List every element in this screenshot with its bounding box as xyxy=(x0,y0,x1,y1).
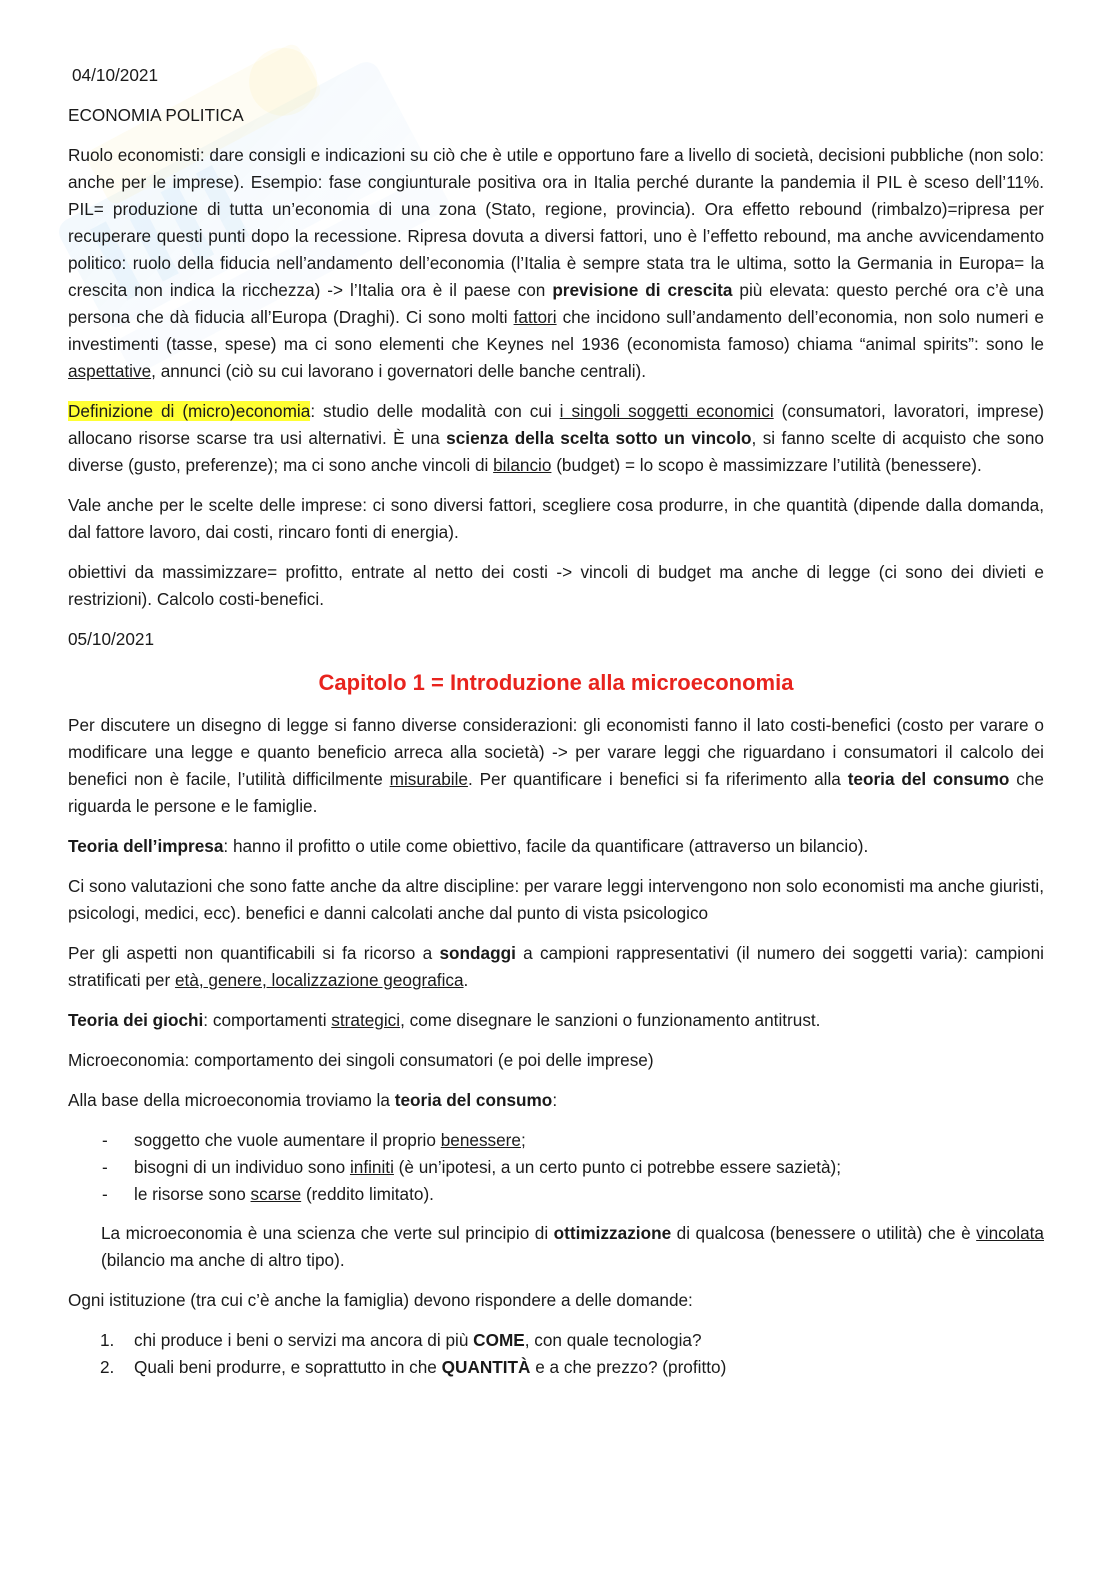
list-marker: - xyxy=(102,1157,108,1177)
paragraph-cost-benefit: Per discutere un disegno di legge si fanno diverse considerazioni: gli economisti fanno il lato costi-benefici (costo per varare o modificare una legge e quanto beneficio arreca alla società) -> per varare leggi che riguardano i consumatori il calcolo dei benefici non è facile, l’utilità difficilmente misurabile. Per quantificare i benefici si fa riferimento alla teoria del consumo che riguarda le persone e le famiglie. xyxy=(68,715,1044,816)
paragraph-optimization: La microeconomia è una scienza che verte sul principio di ottimizzazione di qualcosa (benessere o utilità) che è vincolata (bilancio ma anche di altro tipo). xyxy=(101,1223,1044,1270)
paragraph-economists-role: Ruolo economisti: dare consigli e indicazioni su ciò che è utile e opportuno fare a livello di società, decisioni pubbliche (non solo: anche per le imprese). Esempio: fase congiunturale positiva ora in Italia perché durante la pandemia il PIL è sceso dell’11%. PIL= produzione di tutta un’economia di una zona (Stato, regione, provincia). Ora effetto rebound (rimbalzo)=ripresa per recuperare questi punti dopo la recessione. Ripresa dovuta a diversi fattori, uno è l’effetto rebound, ma anche avvicendamento politico: ruolo della fiducia nell’andamento dell’economia (l’Italia è sempre stata tra le ultima, sotto la Germania in Europa= la crescita non indica la ricchezza) -> l’Italia ora è il paese con previsione di crescita più elevata: questo perché ora c’è una persona che dà fiducia all’Europa (Draghi). Ci sono molti fattori che incidono sull’andamento dell’economia, non solo numeri e investimenti (tasse, spese) ma ci sono elementi che Keynes nel 1936 (economista famoso) chiama “animal spirits”: sono le aspettative, annunci (ciò su cui lavorano i governatori delle banche centrali). xyxy=(68,145,1044,381)
underlined-text: età, genere, localizzazione geografica xyxy=(174,970,464,990)
paragraph-consumer-theory-intro: Alla base della microeconomia troviamo la teoria del consumo: xyxy=(68,1090,558,1110)
bold-text: ottimizzazione xyxy=(553,1223,672,1243)
list-marker: - xyxy=(102,1184,108,1204)
bold-text: previsione di crescita xyxy=(552,280,733,300)
paragraph-microeconomics-scope: Microeconomia: comportamento dei singoli consumatori (e poi delle imprese) xyxy=(68,1050,654,1070)
paragraph-firm-theory: Teoria dell’impresa: hanno il profitto o utile come obiettivo, facile da quantificare (attraverso un bilancio). xyxy=(68,836,869,856)
underlined-text: benessere xyxy=(440,1130,521,1150)
chapter-title: Capitolo 1 = Introduzione alla microeconomia xyxy=(318,670,794,695)
bold-text: scienza della scelta sotto un vincolo xyxy=(446,428,752,448)
paragraph-surveys: Per gli aspetti non quantificabili si fa ricorso a sondaggi a campioni rappresentativi (il numero dei soggetti varia): campioni stratificati per età, genere, localizzazione geografica. xyxy=(68,943,1044,990)
bold-text: Teoria dell’impresa xyxy=(68,836,224,856)
underlined-text: fattori xyxy=(513,307,557,327)
paragraph-other-disciplines: Ci sono valutazioni che sono fatte anche da altre discipline: per varare leggi intervengono non solo economisti ma anche giuristi, psicologi, medici, ecc). benefici e danni calcolati anche dal punto di vista psicologico xyxy=(68,876,1044,923)
underlined-text: i singoli soggetti economici xyxy=(559,401,774,421)
list-item: 2. Quali beni produrre, e soprattutto in che QUANTITÀ e a che prezzo? (profitto) xyxy=(68,1354,1044,1381)
section-title: ECONOMIA POLITICA xyxy=(68,105,244,125)
date-heading: 05/10/2021 xyxy=(68,629,155,649)
list-marker: - xyxy=(102,1130,108,1150)
paragraph-firms-choices: Vale anche per le scelte delle imprese: ci sono diversi fattori, scegliere cosa produrre, in che quantità (dipende dalla domanda, dal fattore lavoro, dai costi, rincaro fonti di energia). xyxy=(68,495,1044,542)
bold-text: COME xyxy=(473,1330,525,1350)
bold-text: teoria del consumo xyxy=(847,769,1010,789)
bold-text: Teoria dei giochi xyxy=(68,1010,204,1030)
dash-list xyxy=(68,1127,1044,1208)
underlined-text: bilancio xyxy=(493,455,552,475)
bold-text: teoria del consumo xyxy=(394,1090,553,1110)
paragraph-institutions: Ogni istituzione (tra cui c’è anche la famiglia) devono rispondere a delle domande: xyxy=(68,1290,693,1310)
numbered-list xyxy=(68,1327,1044,1381)
underlined-text: scarse xyxy=(250,1184,302,1204)
list-item: - soggetto che vuole aumentare il proprio benessere; xyxy=(68,1127,1044,1154)
underlined-text: infiniti xyxy=(349,1157,394,1177)
list-item: - bisogni di un individuo sono infiniti (è un’ipotesi, a un certo punto ci potrebbe essere sazietà); xyxy=(68,1154,1044,1181)
paragraph-microeconomics-definition: Definizione di (micro)economia: studio delle modalità con cui i singoli soggetti economici (consumatori, lavoratori, imprese) allocano risorse scarse tra usi alternativi. È una scienza della scelta sotto un vincolo, si fanno scelte di acquisto che sono diverse (gusto, preferenze); ma ci sono anche vincoli di bilancio (budget) = lo scopo è massimizzare l’utilità (benessere). xyxy=(68,401,1044,475)
paragraph-game-theory: Teoria dei giochi: comportamenti strategici, come disegnare le sanzioni o funzionamento antitrust. xyxy=(68,1010,821,1030)
underlined-text: vincolata xyxy=(976,1223,1044,1243)
paragraph-objectives: obiettivi da massimizzare= profitto, entrate al netto dei costi -> vincoli di budget ma anche di legge (ci sono dei divieti e restrizioni). Calcolo costi-benefici. xyxy=(68,562,1044,609)
document-content xyxy=(68,62,1044,1381)
highlighted-term: Definizione di (micro)economia xyxy=(68,401,311,421)
list-number: 2. xyxy=(100,1357,115,1377)
underlined-text: misurabile xyxy=(389,769,468,789)
list-number: 1. xyxy=(100,1330,115,1350)
date-heading: 04/10/2021 xyxy=(72,65,159,85)
bold-text: sondaggi xyxy=(439,943,516,963)
list-item: - le risorse sono scarse (reddito limitato). xyxy=(68,1181,1044,1208)
underlined-text: strategici xyxy=(331,1010,401,1030)
list-item: 1. chi produce i beni o servizi ma ancora di più COME, con quale tecnologia? xyxy=(68,1327,1044,1354)
bold-text: QUANTITÀ xyxy=(441,1357,531,1377)
underlined-text: aspettative xyxy=(68,361,152,381)
